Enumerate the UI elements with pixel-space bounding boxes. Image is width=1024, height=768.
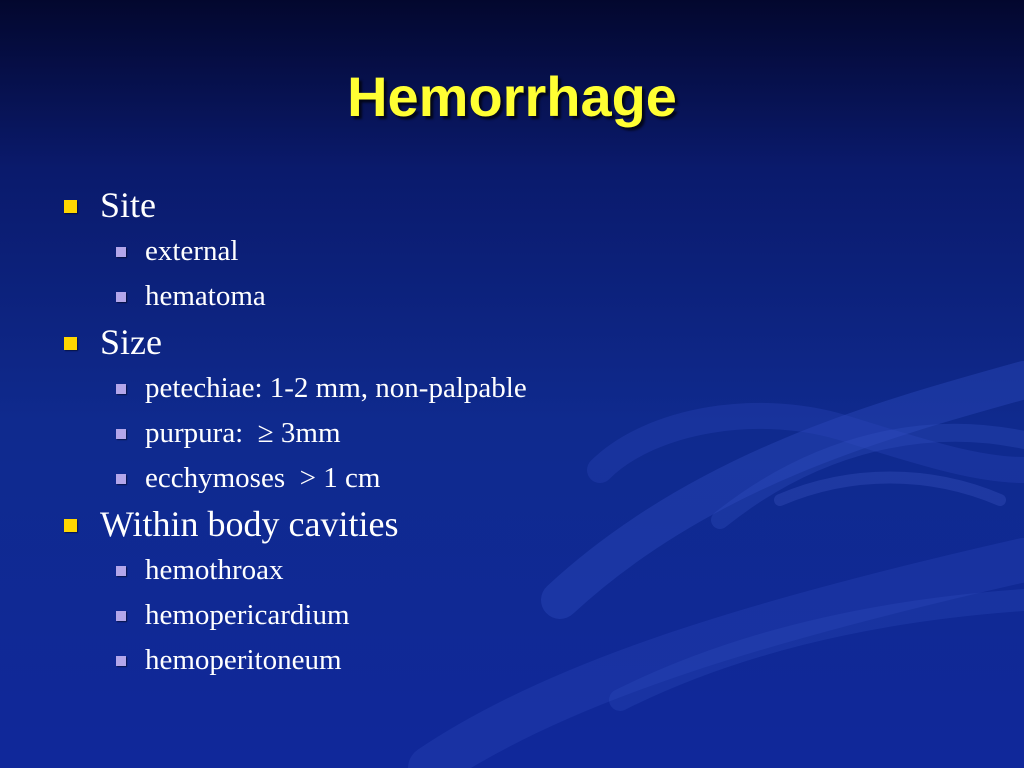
sub-bullet-text: hemoperitoneum	[145, 644, 342, 676]
slide-title: Hemorrhage	[347, 65, 677, 128]
bullet-text: Site	[100, 185, 157, 225]
sub-bullet-petechiae	[62, 366, 962, 411]
sub-bullet-text: petechiae: 1-2 mm, non-palpable	[145, 372, 527, 404]
sub-bullet-text: purpura: ≥ 3mm	[145, 417, 341, 449]
square-bullet-icon	[116, 429, 126, 439]
square-bullet-icon	[116, 292, 126, 302]
bullet-within-body-cavities	[62, 501, 962, 548]
square-bullet-icon	[64, 337, 77, 350]
square-bullet-icon	[116, 384, 126, 394]
bullet-list	[62, 182, 962, 683]
bullet-text: Size	[100, 322, 162, 362]
bullet-size	[62, 319, 962, 366]
square-bullet-icon	[64, 519, 77, 532]
sub-bullet-external	[62, 229, 962, 274]
bullet-site	[62, 182, 962, 229]
square-bullet-icon	[116, 611, 126, 621]
square-bullet-icon	[64, 200, 77, 213]
bullet-text: Within body cavities	[100, 504, 399, 544]
sub-bullet-text: ecchymoses > 1 cm	[145, 462, 381, 494]
sub-bullet-text: hematoma	[145, 280, 266, 312]
sub-bullet-purpura	[62, 411, 962, 456]
square-bullet-icon	[116, 656, 126, 666]
square-bullet-icon	[116, 566, 126, 576]
sub-bullet-ecchymoses	[62, 456, 962, 501]
sub-bullet-text: hemopericardium	[145, 599, 350, 631]
sub-bullet-hemopericardium	[62, 593, 962, 638]
sub-bullet-text: hemothroax	[145, 554, 284, 586]
sub-bullet-text: external	[145, 235, 239, 267]
sub-bullet-hemoperitoneum	[62, 638, 962, 683]
square-bullet-icon	[116, 247, 126, 257]
sub-bullet-hemothroax	[62, 548, 962, 593]
sub-bullet-hematoma	[62, 274, 962, 319]
square-bullet-icon	[116, 474, 126, 484]
